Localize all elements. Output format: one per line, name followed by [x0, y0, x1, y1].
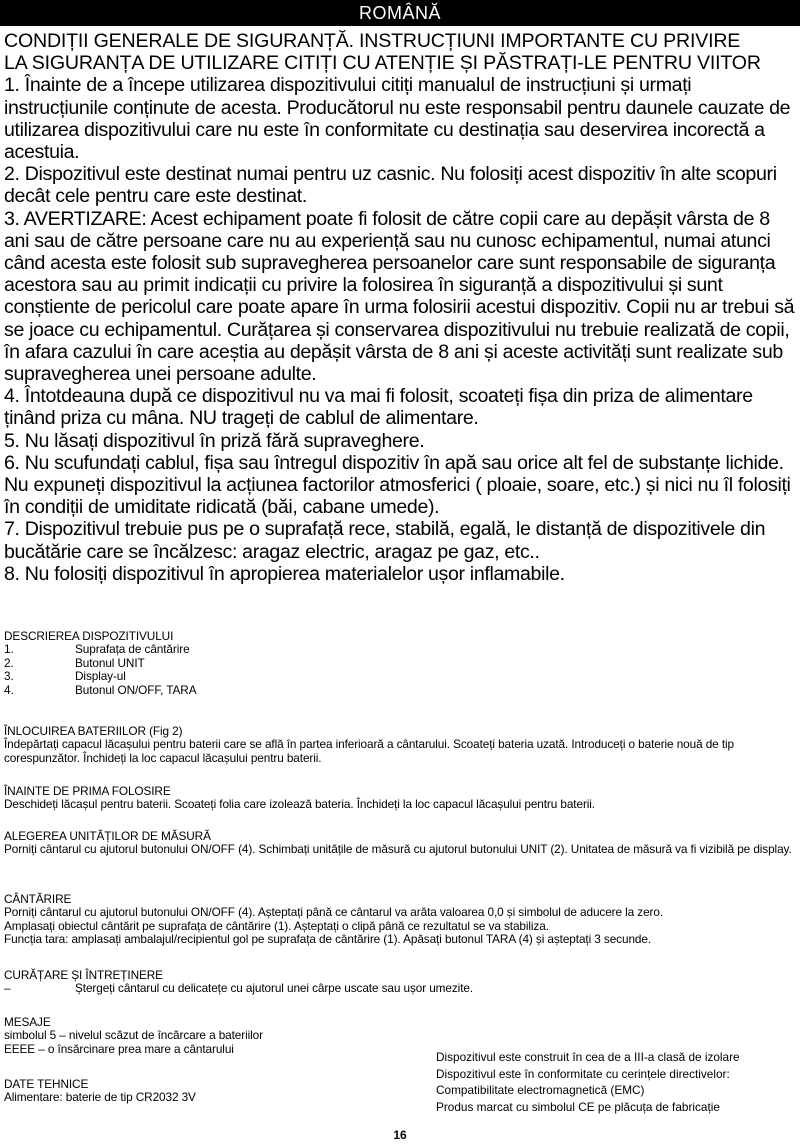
- safety-item: 8. Nu folosiți dispozitivul în apropierea materialelor ușor inflamabile.: [4, 562, 565, 585]
- section-text: Porniți cântarul cu ajutorul butonului ON/OFF (4). Schimbați unitățile de măsură cu ajutorul butonului UNIT (2). Unitatea de măsură va fi vizibilă pe display.: [4, 842, 792, 857]
- safety-heading-line-2: LA SIGURANȚA DE UTILIZARE CITIȚI CU ATENȚIE ȘI PĂSTRAȚI-LE PENTRU VIITOR: [4, 52, 761, 75]
- page-number: 16: [393, 1128, 407, 1142]
- section-heading: ÎNAINTE DE PRIMA FOLOSIRE: [4, 784, 171, 798]
- section-heading: CÂNTĂRIRE: [4, 892, 72, 906]
- section-text: Îndepărtați capacul lăcașului pentru baterii care se află în partea inferioară a cântarului. Scoateți bateria uzată. Introduceți o baterie nouă de tip corespunzător. Închideți la loc capacul lăcașului pentru baterii.: [4, 737, 734, 765]
- item-label: Display-ul: [75, 669, 126, 684]
- section-heading: CURĂȚARE ȘI ÎNTREȚINERE: [4, 968, 163, 982]
- item-number: 3.: [4, 669, 14, 684]
- list-item: [4, 657, 796, 670]
- compliance-section: [436, 1049, 796, 1115]
- list-item: [4, 670, 796, 683]
- messages-section: [4, 1016, 424, 1056]
- section-text: simbolul 5 – nivelul scăzut de încărcare a bateriilor: [4, 1028, 263, 1043]
- item-number: 2.: [4, 655, 14, 670]
- section-text: EEEE – o însărcinare prea mare a cântarului: [4, 1041, 234, 1056]
- safety-item: 7. Dispozitivul trebuie pus pe o suprafață rece, stabilă, egală, le distanță de dispozitivele din bucătărie care se încălzesc: aragaz electric, aragaz pe gaz, etc..: [4, 518, 766, 563]
- compliance-line: Dispozitivul este construit în cea de a III-a clasă de izolare: [436, 1050, 740, 1064]
- section-text: Funcția tara: amplasați ambalajul/recipientul gol pe suprafața de cântărire (1). Apăsați butonul TARA (4) și așteptați 3 secunde.: [4, 932, 652, 947]
- item-number: 4.: [4, 682, 14, 697]
- item-label: Butonul ON/OFF, TARA: [75, 682, 197, 697]
- section-heading: ÎNLOCUIREA BATERIILOR (Fig 2): [4, 724, 183, 738]
- section-heading: DATE TEHNICE: [4, 1077, 89, 1091]
- compliance-line: Dispozitivul este în conformitate cu cerințele directivelor:: [436, 1066, 730, 1081]
- compliance-line: Produs marcat cu simbolul CE pe plăcuța de fabricație: [436, 1099, 720, 1114]
- section-heading: ALEGEREA UNITĂȚILOR DE MĂSURĂ: [4, 829, 211, 843]
- section-text: Deschideți lăcașul pentru baterii. Scoateți folia care izolează bateria. Închideți la loc capacul lăcașului pentru baterii.: [4, 797, 595, 812]
- first-use-section: [4, 785, 796, 812]
- safety-item: 5. Nu lăsați dispozitivul în priză fără supraveghere.: [4, 429, 425, 452]
- section-text: Porniți cântarul cu ajutorul butonului ON/OFF (4). Așteptați până ce cântarul va arăta valoarea 0,0 și simbolul de aducere la zero.: [4, 905, 664, 920]
- technical-data-section: [4, 1078, 424, 1105]
- safety-item: 6. Nu scufundați cablul, fișa sau întregul dispozitiv în apă sau orice alt fel de substanțe lichide. Nu expuneți dispozitivul la acțiunea factorilor atmosferici ( ploaie, soare, etc.) și nici nu îl folosiți în condiții de umiditate ridicată (băi, cabane umede).: [4, 451, 791, 519]
- units-section: [4, 830, 796, 857]
- safety-item: 2. Dispozitivul este destinat numai pentru uz casnic. Nu folosiți acest dispozitiv în alte scopuri decât cele pentru care este destinat.: [4, 163, 777, 208]
- item-number: 1.: [4, 642, 14, 657]
- safety-heading-line-1: CONDIȚII GENERALE DE SIGURANȚĂ. INSTRUCȚIUNI IMPORTANTE CU PRIVIRE: [4, 30, 741, 52]
- safety-item: 3. AVERTIZARE: Acest echipament poate fi folosit de către copii care au depășit vârsta de 8 ani sau de către persoane care nu au experiență sau nu cunosc echipamentul, numai atunci când acesta este folosit sub supravegherea persoanelor care sunt responsabile de siguranța acestora sau au primit indicații cu privire la folosirea în siguranță a dispozitivului și sunt conștiente de pericolul care poate apare în urma folosirii acestui dispozitiv. Copii nu ar trebui să se joace cu echipamentul. Curățarea și conservarea dispozitivului nu trebuie realizată de copii, în afara cazului în care aceștia au depășit vârsta de 8 ani și aceste activități sunt realizate sub supravegherea unei persoane adulte.: [4, 207, 795, 386]
- cleaning-section: [4, 969, 796, 996]
- safety-item: 4. Întotdeauna după ce dispozitivul nu va mai fi folosit, scoateți fișa din priza de alimentare ținând priza cu mâna. NU trageți de cablul de alimentare.: [4, 385, 753, 430]
- safety-item: 1. Înainte de a începe utilizarea dispozitivului citiți manualul de instrucțiuni și urmați instrucțiunile conținute de acesta. Producătorul nu este responsabil pentru daunele cauzate de utilizarea dispozitivului care nu este în conformitate cu destinația sau deservirea incorectă a acestuia.: [4, 74, 791, 164]
- section-heading: DESCRIEREA DISPOZITIVULUI: [4, 629, 174, 643]
- compliance-line: Compatibilitate electromagnetică (EMC): [436, 1083, 645, 1098]
- device-description-section: [4, 630, 796, 697]
- item-bullet: –: [4, 981, 11, 996]
- section-heading: MESAJE: [4, 1015, 51, 1029]
- battery-replacement-section: [4, 725, 796, 765]
- language-header: ROMÂNĂ: [0, 0, 800, 26]
- item-label: Ștergeți cântarul cu delicatețe cu ajutorul unei cârpe uscate sau ușor umezite.: [75, 981, 474, 996]
- item-label: Butonul UNIT: [75, 655, 145, 670]
- item-label: Suprafața de cântărire: [75, 642, 190, 657]
- list-item: [4, 684, 796, 697]
- weighing-section: [4, 893, 796, 947]
- safety-section: [4, 30, 798, 585]
- section-text: Amplasați obiectul cântărit pe suprafața de cântărire (1). Așteptați o clipă până ce rezultatul se va stabiliza.: [4, 918, 549, 933]
- list-item: [4, 643, 796, 656]
- section-text: Alimentare: baterie de tip CR2032 3V: [4, 1090, 196, 1105]
- list-item: [4, 982, 796, 995]
